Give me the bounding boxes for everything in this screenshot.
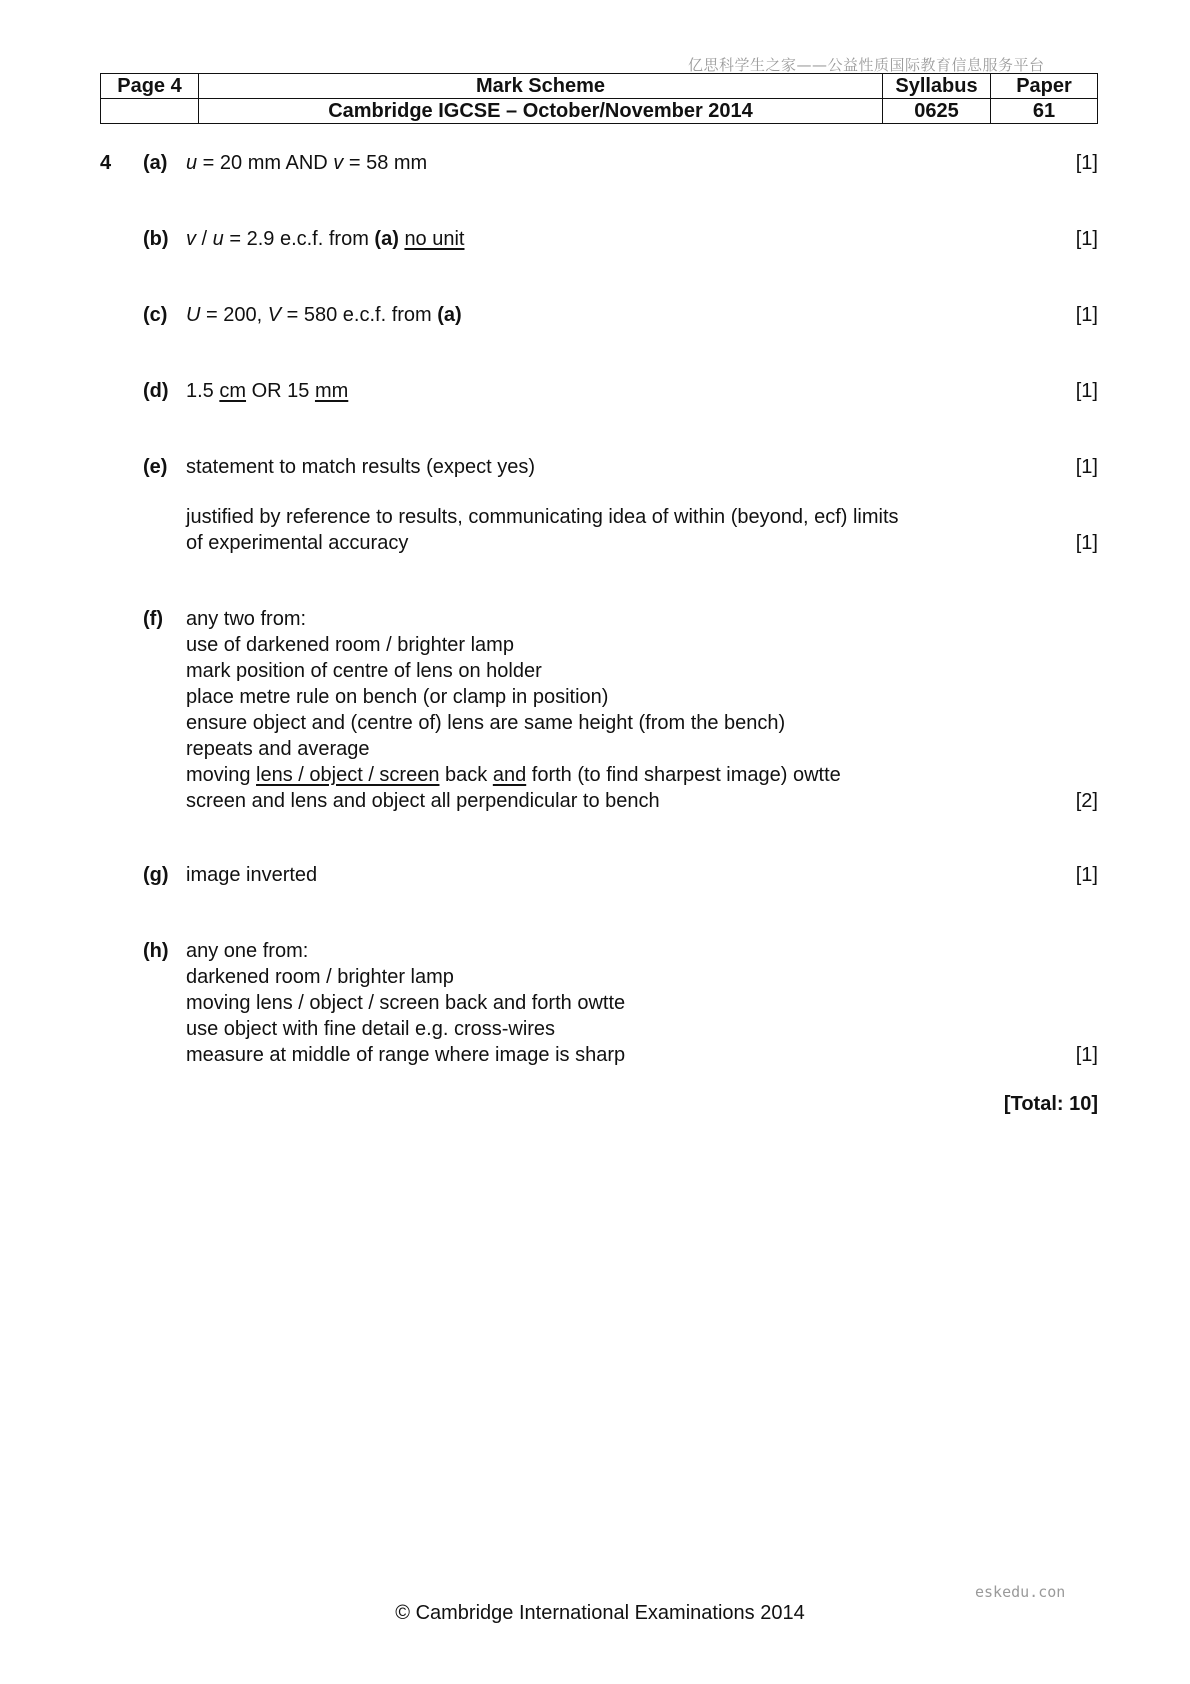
part-mark: [1] <box>1075 152 1098 174</box>
part-label: (b) <box>143 228 169 250</box>
part-label: (a) <box>143 152 168 174</box>
part-text: u = 20 mm AND v = 58 mm <box>186 152 428 174</box>
part-label: (d) <box>143 380 169 402</box>
part-text: any one from: darkened room / brighter lamp moving lens / object / screen back and forth owtte use object with fine detail e.g. cross-wires measure at middle of range where image is sharp <box>186 940 626 1066</box>
copyright-footer: © Cambridge International Examinations 2014 <box>395 1602 805 1624</box>
part-text: U = 200, V = 580 e.c.f. from (a) <box>186 304 462 326</box>
part-text: image inverted <box>186 864 318 886</box>
part-mark: [1] <box>1075 1044 1098 1066</box>
page-label: Page 4 <box>101 74 199 99</box>
part-label: (f) <box>143 608 163 630</box>
part-text: v / u = 2.9 e.c.f. from (a) no unit <box>186 228 465 250</box>
part-mark: [2] <box>1075 790 1098 812</box>
part-text: any two from: use of darkened room / brighter lamp mark position of centre of lens on holder place metre rule on bench (or clamp in position) ensure object and (centre of) lens are same height (from the bench) repeats and average moving lens / object / screen back and forth (to find sharpest image) owtte screen and lens and object all perpendicular to bench <box>186 608 841 812</box>
blank-cell <box>101 99 199 124</box>
watermark-top: 亿思科学生之家——公益性质国际教育信息服务平台 <box>688 56 1045 74</box>
part-mark: [1] <box>1075 864 1098 886</box>
doc-subtitle: Cambridge IGCSE – October/November 2014 <box>199 99 883 124</box>
part-label: (h) <box>143 940 169 962</box>
paper-value: 61 <box>991 99 1098 124</box>
question-number: 4 <box>100 152 112 174</box>
part-label: (e) <box>143 456 168 478</box>
part-mark: [1] <box>1075 380 1098 402</box>
part-mark: [1] <box>1075 456 1098 478</box>
part-text: 1.5 cm OR 15 mm <box>186 380 349 402</box>
paper-label: Paper <box>991 74 1098 99</box>
part-text: statement to match results (expect yes) <box>186 456 536 478</box>
doc-title: Mark Scheme <box>199 74 883 99</box>
syllabus-label: Syllabus <box>883 74 991 99</box>
footer-watermark: eskedu.con <box>975 1583 1066 1601</box>
syllabus-value: 0625 <box>883 99 991 124</box>
header-table <box>100 73 1098 124</box>
part-mark: [1] <box>1075 228 1098 250</box>
part-mark: [1] <box>1075 532 1098 554</box>
part-label: (c) <box>143 304 168 326</box>
total-marks: [Total: 10] <box>1003 1093 1098 1115</box>
part-mark: [1] <box>1075 304 1098 326</box>
part-label: (g) <box>143 864 169 886</box>
part-text: justified by reference to results, communicating idea of within (beyond, ecf) limits of experimental accuracy <box>186 506 899 554</box>
